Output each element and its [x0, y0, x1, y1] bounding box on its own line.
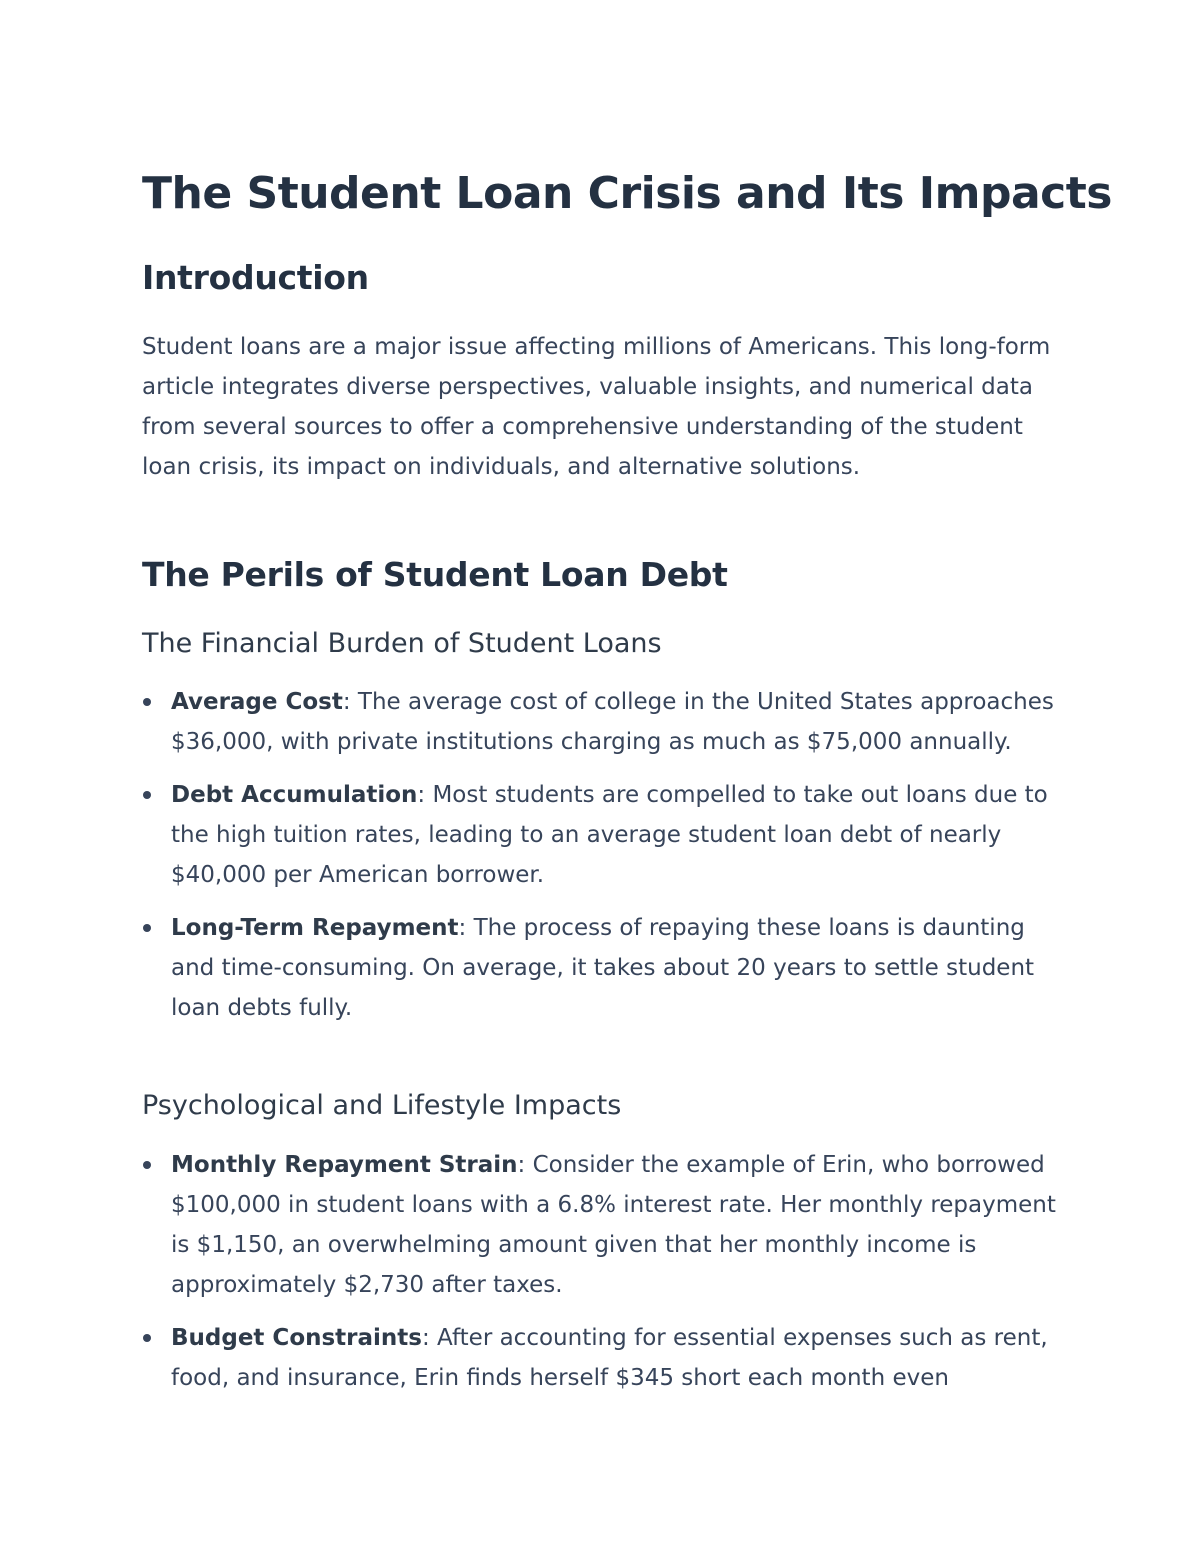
- list-item-term: Long-Term Repayment: [171, 915, 459, 941]
- list-item-text: : After accounting for essential expenses such as rent, food, and insurance, Erin finds herself $345 short each month even: [171, 1325, 1048, 1391]
- bullet-icon: [143, 698, 151, 706]
- list-item: [142, 1145, 1072, 1305]
- psychological-impacts-heading: Psychological and Lifestyle Impacts: [142, 1090, 622, 1121]
- list-item-text: : The process of repaying these loans is daunting and time-consuming. On average, it takes about 20 years to settle student loan debts fully.: [171, 915, 1035, 1021]
- list-item-term: Budget Constraints: [171, 1325, 422, 1351]
- list-item: [142, 682, 1072, 762]
- page-title: The Student Loan Crisis and Its Impacts: [142, 168, 1112, 219]
- list-item: [142, 1318, 1072, 1398]
- list-item-text: : Consider the example of Erin, who borrowed $100,000 in student loans with a 6.8% interest rate. Her monthly repayment is $1,150, an overwhelming amount given that her monthly income is approximately $2,730 after taxes.: [171, 1152, 1056, 1298]
- list-item-term: Debt Accumulation: [171, 782, 418, 808]
- list-item-text: : The average cost of college in the United States approaches $36,000, with private institutions charging as much as $75,000 annually.: [171, 689, 1054, 755]
- bullet-icon: [143, 924, 151, 932]
- introduction-paragraph: Student loans are a major issue affecting millions of Americans. This long-form article integrates diverse perspectives, valuable insights, and numerical data from several sources to offer a comprehensive understanding of the student loan crisis, its impact on individuals, and alternative solutions.: [142, 334, 1051, 480]
- list-item-term: Average Cost: [171, 689, 343, 715]
- list-item: [142, 775, 1072, 895]
- bullet-icon: [143, 1334, 151, 1342]
- financial-burden-heading: The Financial Burden of Student Loans: [142, 628, 662, 659]
- list-item-term: Monthly Repayment Strain: [171, 1152, 518, 1178]
- bullet-icon: [143, 1161, 151, 1169]
- list-item-text: : Most students are compelled to take out loans due to the high tuition rates, leading to an average student loan debt of nearly $40,000 per American borrower.: [171, 782, 1048, 888]
- list-item: [142, 908, 1072, 1028]
- financial-burden-list: [142, 682, 1072, 1041]
- perils-heading: The Perils of Student Loan Debt: [142, 555, 728, 594]
- introduction-heading: Introduction: [142, 258, 369, 297]
- psychological-impacts-list: [142, 1145, 1072, 1411]
- bullet-icon: [143, 791, 151, 799]
